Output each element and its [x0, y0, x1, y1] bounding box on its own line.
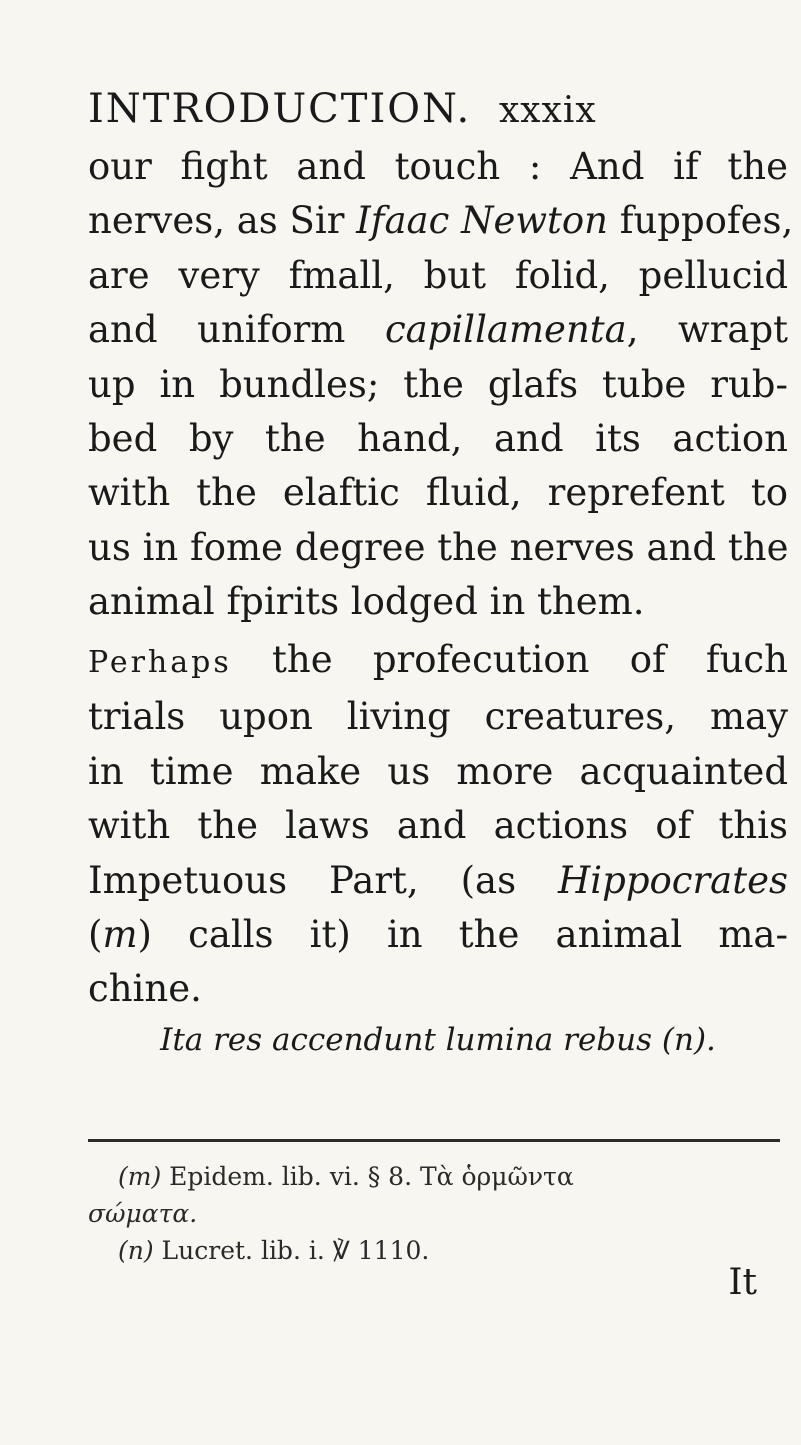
- text-line: bed by the hand, and its action: [88, 417, 788, 461]
- footnotes: [88, 1158, 788, 1269]
- small-caps-lead: Perhaps: [88, 645, 232, 680]
- text-line: Impetuous Part, (as Hippocrates: [88, 858, 788, 902]
- text-line: and uniform capillamenta, wrapt: [88, 308, 788, 352]
- text-line: chine.: [88, 967, 202, 1011]
- text-line: Perhaps the profecution of fuch: [88, 638, 788, 681]
- term-capillamenta: capillamenta: [384, 308, 627, 352]
- footnote-divider: [88, 1139, 780, 1142]
- text-line: are very fmall, but folid, pellucid: [88, 253, 788, 297]
- text-line: with the elaftic fluid, reprefent to: [88, 471, 788, 515]
- text-line: us in fome degree the nerves and the: [88, 525, 789, 569]
- text-line: trials upon living creatures, may: [88, 695, 788, 739]
- name-hippocrates: Hippocrates: [558, 858, 788, 902]
- header-title: INTRODUCTION.: [88, 86, 472, 132]
- footnote-m-continuation: σώματα.: [88, 1199, 198, 1228]
- text-line: our fight and touch : And if the: [88, 145, 788, 188]
- page-number: xxxix: [498, 90, 597, 131]
- footnote-ref-m: m: [102, 913, 138, 957]
- text-line: animal fpirits lodged in them.: [88, 580, 645, 624]
- running-header: [88, 86, 788, 132]
- paragraph-1: [88, 140, 794, 630]
- latin-quote: [88, 1022, 788, 1058]
- text-line: up in bundles; the glafs tube rub-: [88, 362, 788, 406]
- name-newton: Ifaac Newton: [356, 199, 608, 243]
- text-line: (m) calls it) in the animal ma-: [88, 913, 788, 957]
- footnote-marker-m: (m): [118, 1162, 162, 1191]
- footnote-marker-n: (n): [118, 1236, 154, 1265]
- footnote-n: (n) Lucret. lib. i. ℣ 1110.: [118, 1236, 430, 1265]
- catchword: It: [728, 1262, 757, 1303]
- footnote-ref-n: (n).: [661, 1022, 716, 1058]
- paragraph-2: [88, 633, 788, 1017]
- text-line: with the laws and actions of this: [88, 804, 788, 848]
- text-line: in time make us more acquainted: [88, 749, 788, 793]
- text-line: nerves, as Sir Ifaac Newton fuppofes,: [88, 199, 794, 243]
- quote-text: Ita res accendunt lumina rebus: [160, 1022, 653, 1058]
- footnote-m: (m) Epidem. lib. vi. § 8. Τὰ ὁρμῶντα: [118, 1162, 574, 1191]
